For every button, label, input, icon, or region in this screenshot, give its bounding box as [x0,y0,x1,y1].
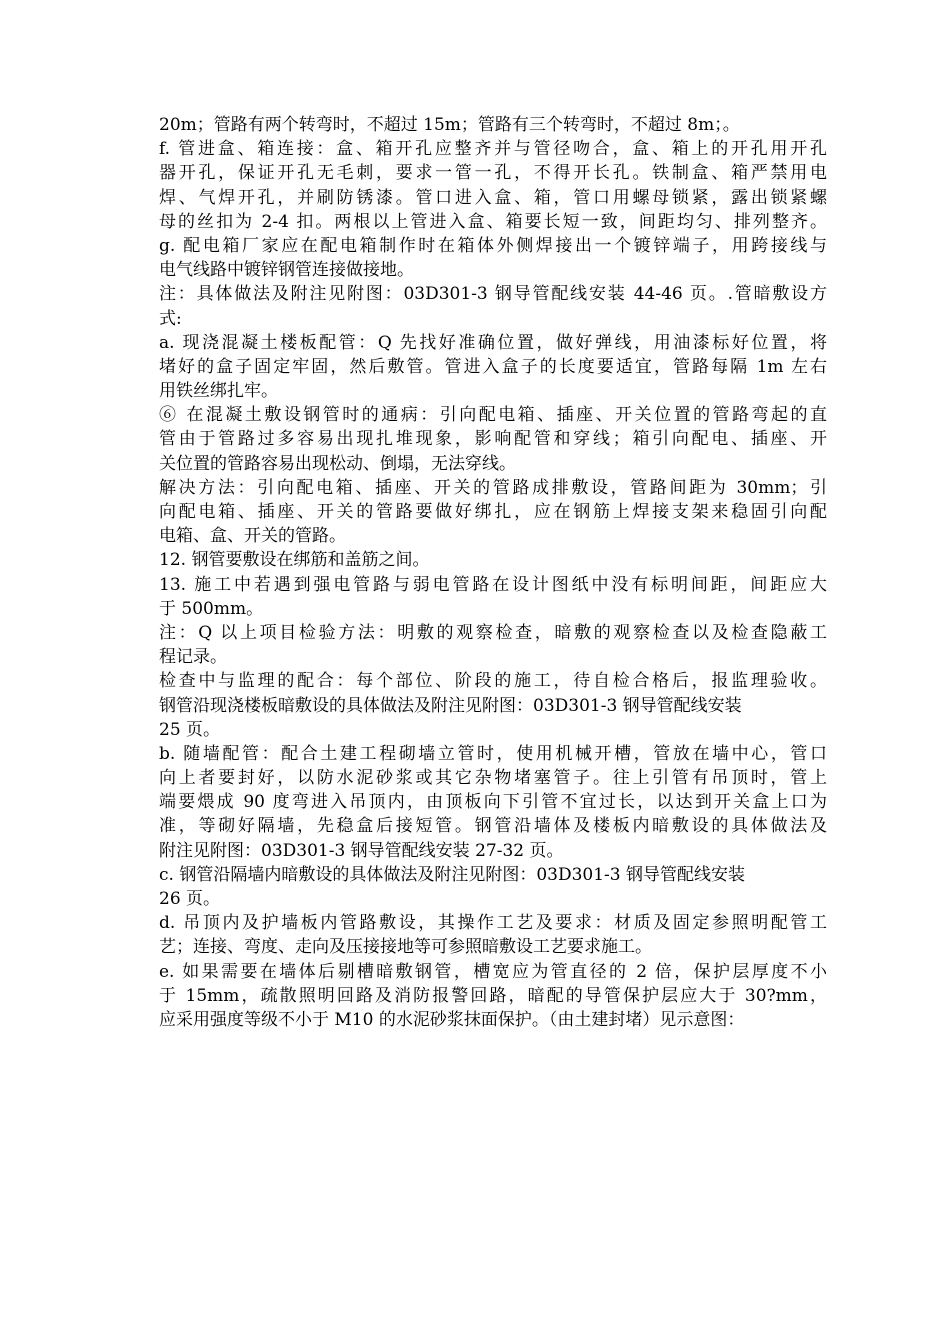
text-line: 电气线路中镀锌钢管连接做接地。 [159,260,414,281]
text-line: 艺；连接、弯度、走向及压接接地等可参照暗敷设工艺要求施工。 [159,937,652,958]
text-line: 应采用强度等级不小于 M10 的水泥砂浆抹面保护。（由土建封堵）见示意图： [159,1009,745,1030]
text-line: 钢管沿现浇楼板暗敷设的具体做法及附注见附图：03D301-3 钢导管配线安装 [159,695,742,716]
text-line: 焊、气焊开孔，并刷防锈漆。管口进入盒、箱，管口用螺母锁紧，露出锁紧螺 [159,187,827,208]
text-line: 于 15mm，疏散照明回路及消防报警回路，暗配的导管保护层应大于 30?mm， [159,985,827,1006]
text-line: 电箱、盒、开关的管路。 [159,526,346,547]
text-line: 13. 施工中若遇到强电管路与弱电管路在设计图纸中没有标明间距，间距应大 [159,574,827,595]
text-line: 式: [159,308,182,329]
text-line: b. 随墙配管：配合土建工程砌墙立管时，使用机械开槽，管放在墙中心，管口 [159,743,827,764]
text-line: g. 配电箱厂家应在配电箱制作时在箱体外侧焊接出一个镀锌端子，用跨接线与 [159,235,827,256]
text-line: 堵好的盒子固定牢固，然后敷管。管进入盒子的长度要适宜，管路每隔 1m 左右 [159,356,827,377]
text-line: 母的丝扣为 2-4 扣。两根以上管进入盒、箱要长短一致，间距均匀、排列整齐。 [159,211,827,232]
document-body [159,113,827,1032]
text-line: 于 500mm。 [159,598,264,619]
text-line: 端要煨成 90 度弯进入吊顶内，由顶板向下引管不宜过长，以达到开关盒上口为 [159,792,827,813]
text-line: 器开孔，保证开孔无毛刺，要求一管一孔，不得开长孔。铁制盒、箱严禁用电 [159,163,827,184]
text-line: 准，等砌好隔墙，先稳盒后接短管。钢管沿墙体及楼板内暗敷设的具体做法及 [159,816,827,837]
text-line: 向配电箱、插座、开关的管路要做好绑扎，应在钢筋上焊接支架来稳固引向配 [159,502,827,522]
text-line: 25 页。 [159,719,221,740]
text-line: 26 页。 [159,889,221,909]
text-line: 程记录。 [159,647,227,668]
text-line: 注：具体做法及附注见附图：03D301-3 钢导管配线安装 44-46 页。.管暗敷设方 [159,284,827,305]
text-line: 12. 钢管要敷设在绑筋和盖筋之间。 [159,550,430,571]
text-line: 检查中与监理的配合：每个部位、阶段的施工，待自检合格后，报监理验收。 [159,671,827,692]
text-line: e. 如果需要在墙体后剔槽暗敷钢管，槽宽应为管直径的 2 倍，保护层厚度不小 [159,961,827,982]
text-line: ⑥ 在混凝土敷设钢管时的通病：引向配电箱、插座、开关位置的管路弯起的直 [159,405,827,426]
text-line: d. 吊顶内及护墙板内管路敷设，其操作工艺及要求：材质及固定参照明配管工 [159,913,827,934]
text-line: 注：Q 以上项目检验方法：明敷的观察检查，暗敷的观察检查以及检查隐蔽工 [159,622,827,643]
text-line: 解决方法：引向配电箱、插座、开关的管路成排敷设，管路间距为 30mm；引 [159,477,827,498]
text-line: 关位置的管路容易出现松动、倒塌，无法穿线。 [159,453,516,474]
text-line: 向上者要封好，以防水泥砂浆或其它杂物堵塞管子。往上引管有吊顶时，管上 [159,768,827,789]
text-line: 用铁丝绑扎牢。 [159,381,278,402]
text-line: 20m；管路有两个转弯时，不超过 15m；管路有三个转弯时，不超过 8m；。 [159,115,740,135]
text-line: a. 现浇混凝土楼板配管：Q 先找好准确位置，做好弹线，用油漆标好位置，将 [159,332,827,353]
text-line: 附注见附图：03D301-3 钢导管配线安装 27-32 页。 [159,840,564,861]
text-line: c. 钢管沿隔墙内暗敷设的具体做法及附注见附图：03D301-3 钢导管配线安装 [159,864,746,885]
text-line: 管由于管路过多容易出现扎堆现象，影响配管和穿线；箱引向配电、插座、开 [159,429,827,450]
text-line: f. 管进盒、箱连接：盒、箱开孔应整齐并与管径吻合，盒、箱上的开孔用开孔 [159,139,827,160]
